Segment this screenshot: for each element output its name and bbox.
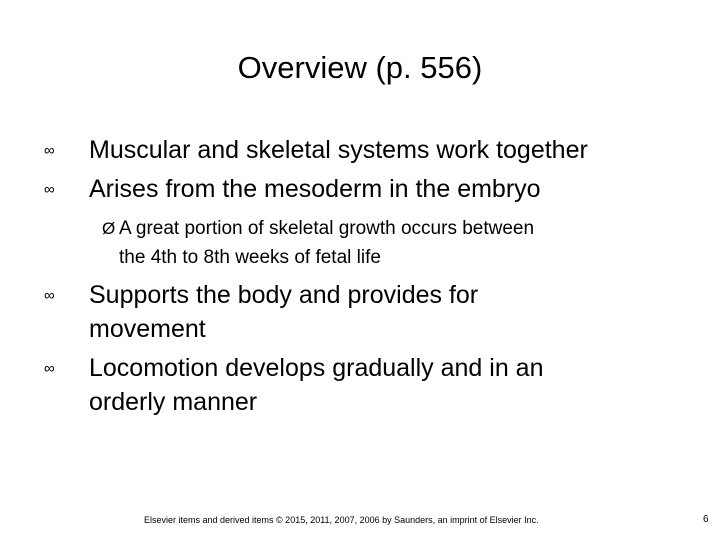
bullet-text-line-1: Locomotion develops gradually and in an — [89, 354, 544, 382]
bullet-marker-icon: ∞ — [44, 287, 55, 304]
bullet-text-line-1: Supports the body and provides for — [89, 281, 479, 309]
bullet-text-line-2: orderly manner — [89, 388, 258, 416]
arrow-bullet-icon: Ø — [102, 219, 116, 238]
bullet-text: Muscular and skeletal systems work together — [89, 136, 588, 164]
bullet-text: Arises from the mesoderm in the embryo — [89, 175, 541, 203]
sub-bullet-text-line-1: A great portion of skeletal growth occurs between — [119, 218, 535, 239]
slide-title: Overview (p. 556) — [237, 50, 483, 85]
bullet-marker-icon: ∞ — [44, 142, 55, 159]
page-number: 6 — [703, 514, 709, 525]
bullet-text-line-2: movement — [89, 315, 206, 343]
bullet-marker-icon: ∞ — [44, 181, 55, 198]
bullet-marker-icon: ∞ — [44, 360, 55, 377]
sub-bullet-text-line-2: the 4th to 8th weeks of fetal life — [119, 247, 381, 268]
copyright-text: Elsevier items and derived items © 2015, 2011, 2007, 2006 by Saunders, an imprint of Elsevier Inc. — [144, 515, 539, 525]
